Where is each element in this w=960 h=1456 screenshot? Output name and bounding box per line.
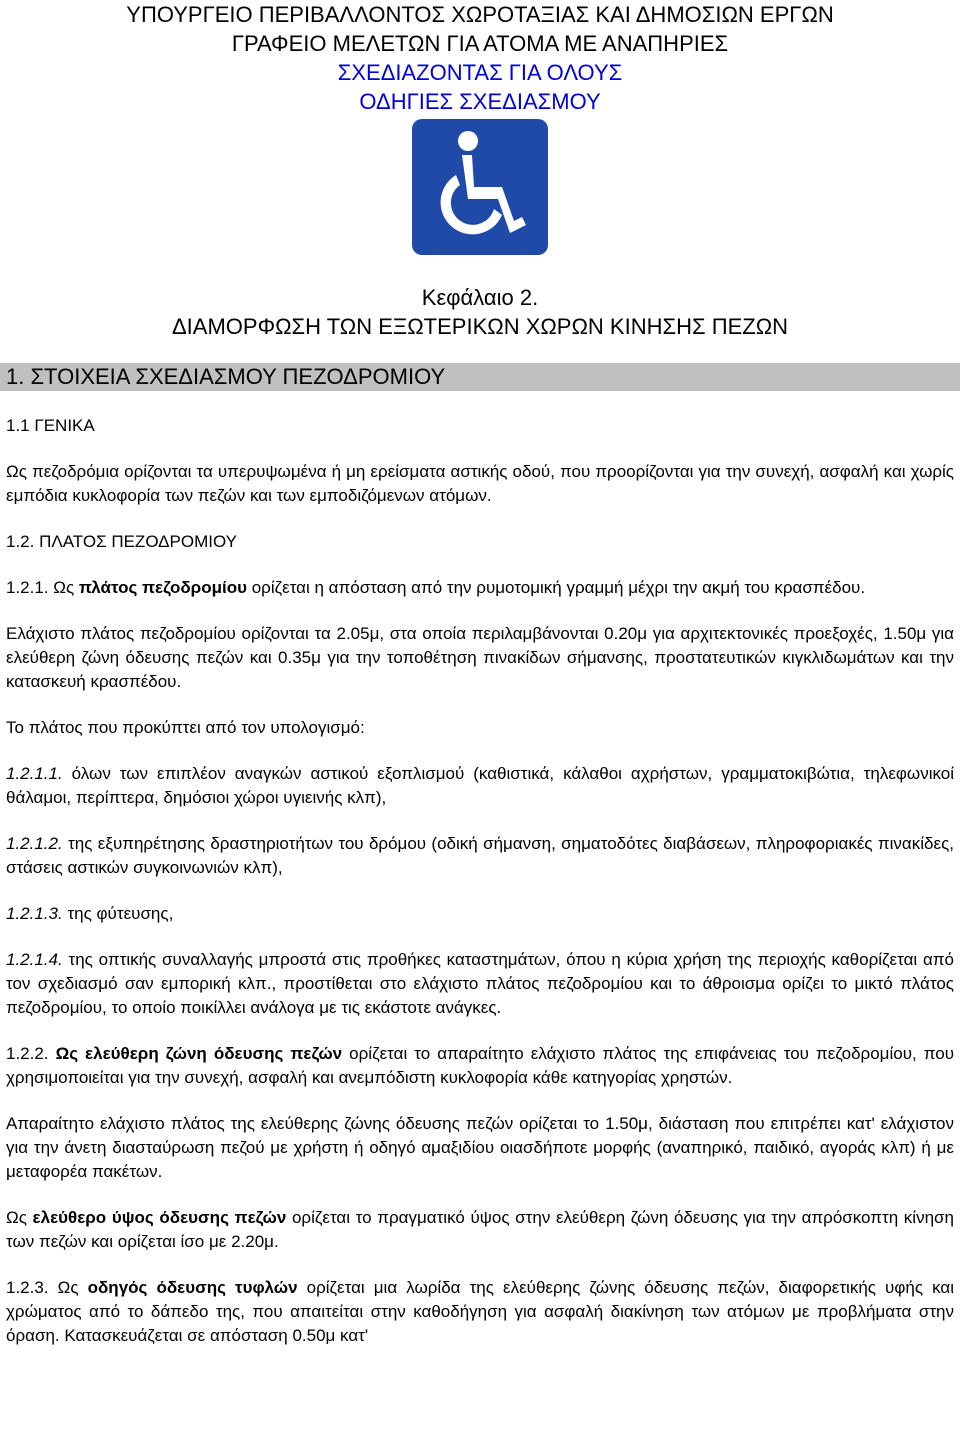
clause-text: ορίζεται το πραγματικό ύψος στην ελεύθερη ζώνη όδευσης για την απρόσκοπτη κίνηση των πεζών και ορίζεται ίσο με 2.20μ. [6,1208,954,1251]
paragraph-1-2-2 [6,1042,954,1090]
section-bar [0,363,960,391]
subsection-heading-1-1: 1.1 ΓΕΝΙΚΑ [6,416,95,435]
term-bold: ελεύθερο ύψος όδευσης πεζών [32,1208,287,1227]
paragraph-1-2-3 [6,1276,954,1348]
item-text: όλων των επιπλέον αναγκών αστικού εξοπλισμού (καθιστικά, κάλαθοι αχρήστων, γραμματοκιβώτια, τηλεφωνικοί θάλαμοι, περίπτερα, δημόσιοι χώροι υγιεινής κλπ), [6,764,954,807]
term-bold: Ως ελεύθερη ζώνη όδευσης πεζών [55,1044,343,1063]
item-text: της οπτικής συναλλαγής μπροστά στις προθήκες καταστημάτων, όπου η κύρια χρήση της περιοχής καθορίζεται από τον σχεδιασμό σαν εμπορική κλπ., προστίθεται στο ελάχιστο πλάτος πεζοδρομίου και το άθροισμα ορίζει το μικτό πλάτος πεζοδρομίου, το οποίο ποικίλλει ανάλογα με τις εκάστοτε ανάγκες. [6,950,954,1017]
item-number: 1.2.1.2. [6,834,63,853]
ministry-title: ΥΠΟΥΡΓΕΙΟ ΠΕΡΙΒΑΛΛΟΝΤΟΣ ΧΩΡΟΤΑΞΙΑΣ ΚΑΙ ΔΗΜΟΣΙΩΝ ΕΡΓΩΝ [126,2,834,27]
item-text: της φύτευσης, [62,904,174,923]
chapter-title: ΔΙΑΜΟΡΦΩΣΗ ΤΩΝ ΕΞΩΤΕΡΙΚΩΝ ΧΩΡΩΝ ΚΙΝΗΣΗΣ ΠΕΖΩΝ [171,314,789,339]
term-bold: πλάτος πεζοδρομίου [78,578,247,597]
wheelchair-icon [410,117,550,257]
paragraph-1-2-1 [6,576,954,600]
list-item [6,762,954,810]
calc-intro-paragraph: Το πλάτος που προκύπτει από τον υπολογισμό: [6,718,365,737]
list-item [6,832,954,880]
program-title: ΣΧΕΔΙΑΖΟΝΤΑΣ ΓΙΑ ΟΛΟΥΣ [337,60,623,85]
clause-number: 1.2.3. Ως [6,1278,88,1297]
clause-text: Ως [6,1208,33,1227]
item-text: της εξυπηρέτησης δραστηριοτήτων του δρόμου (οδική σήμανση, σηματοδότες διαβάσεων, πληροφοριακές πινακίδες, στάσεις αστικών συγκοινωνιών κλπ), [6,834,954,877]
general-paragraph: Ως πεζοδρόμια ορίζονται τα υπερυψωμένα ή μη ερείσματα αστικής οδού, που προορίζονται για την συνεχή, ασφαλή και χωρίς εμπόδια κυκλοφορία των πεζών και των εμποδιζόμενων ατόμων. [6,462,954,505]
clause-number: 1.2.2. [6,1044,56,1063]
guidelines-title: ΟΔΗΓΙΕΣ ΣΧΕΔΙΑΣΜΟΥ [359,89,601,114]
document-body [6,414,954,1348]
clause-text: ορίζεται η απόσταση από την ρυμοτομική γραμμή μέχρι την ακμή του κρασπέδου. [247,578,866,597]
term-bold: οδηγός όδευσης τυφλών [87,1278,298,1297]
document-header [0,0,960,116]
office-title: ΓΡΑΦΕΙΟ ΜΕΛΕΤΩΝ ΓΙΑ ΑΤΟΜΑ ΜΕ ΑΝΑΠΗΡΙΕΣ [231,31,729,56]
min-width-paragraph: Ελάχιστο πλάτος πεζοδρομίου ορίζονται τα 2.05μ, στα οποία περιλαμβάνονται 0.20μ για αρχιτεκτονικές προεξοχές, 1.50μ για ελεύθερη ζώνη όδευσης πεζών και 0.35μ για την τοποθέτηση πινακίδων σήμανσης, προστατευτικών κιγκλιδωμάτων και την κατασκευή κρασπέδου. [6,624,954,691]
chapter-heading [0,283,960,341]
list-item [6,948,954,1020]
item-number: 1.2.1.1. [6,764,63,783]
subsection-heading-1-2: 1.2. ΠΛΑΤΟΣ ΠΕΖΟΔΡΟΜΙΟΥ [6,532,238,551]
clause-text: ορίζεται μια λωρίδα της ελεύθερης ζώνης όδευσης πεζών, διαφορετικής υφής και χρώματος από το δάπεδο της, που απαιτείται στην καθοδήγηση για ασφαλή διακίνηση των ατόμων με προβλήματα στην όραση. Κατασκευάζεται σε απόσταση 0.50μ κατ' [6,1278,954,1345]
clause-text: ορίζεται το απαραίτητο ελάχιστο πλάτος της επιφάνειας του πεζοδρομίου, που χρησιμοποιείται για την συνεχή, ασφαλή και ανεμπόδιστη κυκλοφορία κάθε κατηγορίας χρηστών. [6,1044,954,1087]
clause-number: 1.2.1. Ως [6,578,79,597]
chapter-number: Κεφάλαιο 2. [421,285,539,310]
free-height-paragraph [6,1206,954,1254]
free-zone-width-paragraph: Απαραίτητο ελάχιστο πλάτος της ελεύθερης ζώνης όδευσης πεζών ορίζεται το 1.50μ, διάσταση που επιτρέπει κατ' ελάχιστον για την άνετη διασταύρωση πεζού με χρήστη ή οδηγό αμαξιδίου οιασδήποτε μορφής (αναπηρικό, παιδικό, αγοράς κλπ) ή με μεταφορέα πακέτων. [6,1114,954,1181]
item-number: 1.2.1.4. [6,950,63,969]
item-number: 1.2.1.3. [6,904,63,923]
section-title: 1. ΣΤΟΙΧΕΙΑ ΣΧΕΔΙΑΣΜΟΥ ΠΕΖΟΔΡΟΜΙΟΥ [6,364,446,389]
list-item [6,902,954,926]
